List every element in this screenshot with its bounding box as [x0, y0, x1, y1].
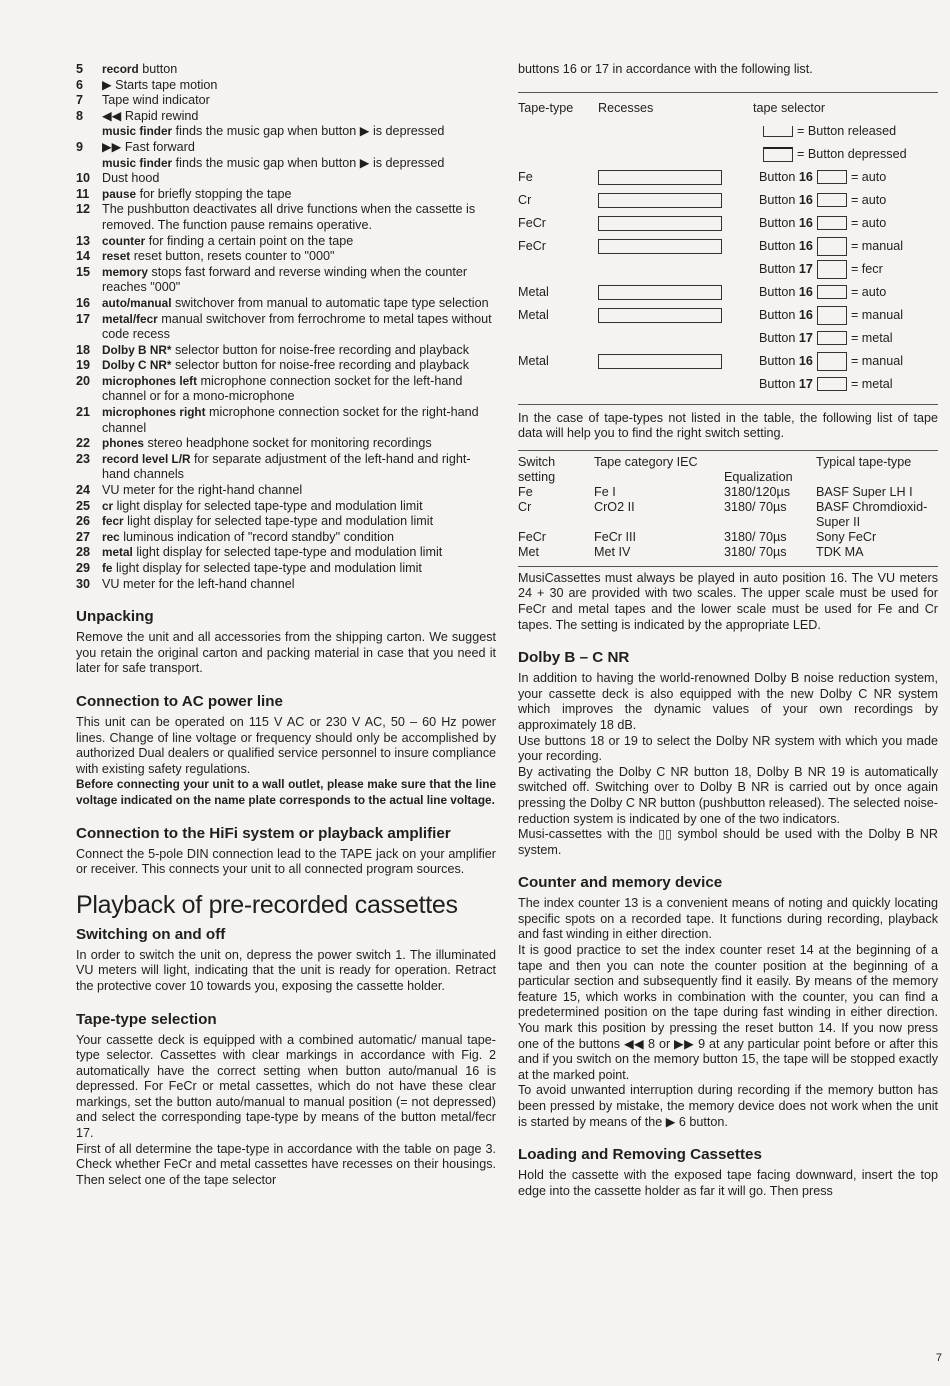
table-row: [518, 258, 938, 281]
item-text: [102, 530, 496, 546]
button-released-icon: [763, 126, 793, 137]
table-row: [518, 545, 938, 560]
item-text: [102, 202, 496, 233]
list-item: [76, 577, 496, 593]
item-description: button: [138, 62, 178, 76]
cassette-recess-icon: [598, 354, 722, 369]
item-text: [102, 109, 496, 125]
item-keyword: pause: [102, 186, 137, 201]
button-number: 16: [798, 238, 813, 253]
divider: [518, 450, 938, 451]
cassette-recess-icon: [598, 170, 722, 185]
button-number: 16: [798, 169, 813, 184]
item-keyword: record: [102, 62, 139, 76]
item-number: 25: [76, 498, 91, 513]
table-cell: 3180/ 70µs: [724, 499, 787, 514]
item-description: stops fast forward and reverse winding when the counter reaches "000": [102, 264, 468, 295]
item-number: 6: [76, 77, 84, 92]
button-number: 16: [798, 192, 813, 207]
dolby-p3: By activating the Dolby C NR button 18, Dolby B NR 19 is automatically switched off. Switching over to Dolby B NR is carried out by once again pressing the Dolby C NR button (pushbutton released). The selected noise-reduction system is indicated by one of the two indicators.: [518, 764, 938, 826]
selector-value: = auto: [850, 192, 887, 207]
table-row: [518, 500, 938, 530]
item-keyword: Dolby C NR*: [102, 358, 172, 373]
th-recesses: Recesses: [598, 101, 654, 116]
item-number: 11: [76, 186, 90, 201]
item-text: [102, 140, 496, 156]
tapetype-text-2: First of all determine the tape-type in accordance with the table on page 3. Check whether FeCr and metal cassettes have recesses on their housings. Then select one of the tape selector: [76, 1141, 496, 1187]
item-text: [102, 405, 496, 436]
button-number: 17: [798, 261, 813, 276]
button-number: 16: [798, 215, 813, 230]
tape-type-cell: Metal: [518, 354, 549, 369]
item-description: VU meter for the left-hand channel: [102, 576, 295, 591]
button-number: 16: [798, 284, 813, 299]
unpacking-text: Remove the unit and all accessories from the shipping carton. We suggest you retain the original carton and packing material in case that you need it later for safe transport.: [76, 630, 496, 676]
page-number: 7: [935, 1352, 942, 1364]
dolby-p1: In addition to having the world-renowned Dolby B noise reduction system, your cassette deck is also equipped with the new Dolby C NR system which improves the dynamic values of your own recordings by approximately 18 dB.: [518, 671, 938, 732]
item-number: [76, 156, 102, 172]
table-row: [518, 485, 938, 500]
item-text: [102, 499, 496, 515]
table-cell: 3180/ 70µs: [724, 529, 787, 544]
item-text: [102, 343, 496, 359]
th-tape-cat: Tape category IEC: [594, 454, 698, 469]
item-keyword: fecr: [102, 514, 124, 529]
item-description: reset button, resets counter to "000": [130, 249, 335, 264]
table-cell: CrO2 II: [594, 499, 635, 514]
table-cell: Sony FeCr: [816, 529, 877, 544]
item-number: 18: [76, 342, 91, 357]
item-keyword: metal/fecr: [102, 311, 158, 326]
list-item: [76, 265, 496, 296]
item-description: ◀◀ Rapid rewind: [102, 108, 199, 123]
list-item: [76, 343, 496, 359]
item-description: light display for selected tape-type and modulation limit: [113, 498, 423, 513]
cassette-recess-icon: [598, 308, 722, 323]
loading-heading: Loading and Removing Cassettes: [518, 1146, 762, 1164]
dolby-p2: Use buttons 18 or 19 to select the Dolby NR system with which you made your recording.: [518, 733, 938, 764]
item-keyword: fe: [102, 561, 113, 575]
table-cell: BASF Super LH I: [816, 484, 913, 499]
list-item: [76, 436, 496, 452]
item-keyword: auto/manual: [102, 295, 172, 310]
item-text: [102, 483, 496, 499]
item-keyword: memory: [102, 264, 148, 279]
selector-value: = fecr: [850, 261, 883, 276]
item-number: 14: [76, 249, 91, 264]
item-keyword: record level L/R: [102, 451, 191, 466]
selector-icon: [817, 260, 847, 279]
button-label: Button: [759, 192, 796, 207]
tape-type-table: [518, 97, 938, 396]
item-description: switchover from manual to automatic tape type selection: [171, 295, 489, 310]
tape-type-cell: Metal: [518, 308, 549, 323]
button-number: 16: [798, 307, 813, 322]
table-cell: 3180/ 70µs: [724, 544, 787, 559]
item-text: [102, 436, 496, 452]
cassette-recess-icon: [598, 193, 722, 208]
item-text: [102, 124, 496, 140]
th-switch: Switch setting: [518, 454, 556, 484]
legend-depressed: = Button depressed: [797, 146, 907, 161]
item-text: [102, 156, 496, 172]
selector-icon: [817, 170, 847, 184]
selector-icon: [817, 193, 847, 207]
button-label: Button: [759, 215, 796, 230]
section-title: Playback of pre-recorded cassettes: [76, 890, 458, 919]
item-number: 9: [76, 139, 84, 154]
list-item: [76, 514, 496, 530]
item-number: 8: [76, 108, 84, 123]
selector-value: = auto: [850, 215, 887, 230]
legend-released: = Button released: [797, 124, 897, 139]
counter-p3: To avoid unwanted interruption during recording if the memory button has been pressed by mistake, the memory device does not work when the unit is started by means of the ▶ 6 button.: [518, 1083, 938, 1129]
button-label: Button: [759, 376, 796, 391]
item-description: for finding a certain point on the tape: [145, 233, 354, 248]
item-number: 30: [76, 576, 91, 591]
item-keyword: cr: [102, 498, 114, 513]
divider: [518, 566, 938, 567]
list-item: [76, 358, 496, 374]
table-row: [518, 350, 938, 373]
item-text: [102, 93, 496, 109]
table-note: In the case of tape-types not listed in the table, the following list of tape data will help you to find the right switch setting.: [518, 410, 938, 441]
selector-icon: [817, 331, 847, 345]
item-description: manual switchover from ferrochrome to metal tapes without code recess: [102, 311, 492, 342]
loading-text: Hold the cassette with the exposed tape facing downward, insert the top edge into the cassette holder as far it will go. Then press: [518, 1168, 938, 1198]
item-number: 19: [76, 358, 91, 373]
item-text: [102, 358, 496, 374]
item-number: 22: [76, 436, 91, 451]
item-text: [102, 577, 496, 593]
table-cell: BASF Chromdioxid-Super II: [816, 499, 928, 529]
switching-text: In order to switch the unit on, depress the power switch 1. The illuminated VU meters will light, indicating that the unit is ready for operation. Retract the protective cover 10 towards you, exposing the cassette holder.: [76, 947, 496, 993]
th-tape-selector: tape selector: [753, 101, 826, 116]
button-number: 16: [798, 353, 813, 368]
list-item: [76, 62, 496, 78]
item-description: light display for selected tape-type and modulation limit: [132, 545, 443, 560]
list-item: [76, 187, 496, 203]
item-description: finds the music gap when button ▶ is depressed: [172, 155, 445, 170]
item-description: ▶▶ Fast forward: [102, 139, 195, 154]
musi-text: MusiCassettes must always be played in auto position 16. The VU meters 24 + 30 are provided with two scales. The upper scale must be used for FeCr and metal tapes and the lower scale must be used for Fe and Cr tapes. The setting is indicated by the appropriate LED.: [518, 570, 938, 632]
button-label: Button: [759, 238, 796, 253]
item-text: [102, 545, 496, 561]
divider: [518, 92, 938, 93]
selector-value: = manual: [850, 353, 904, 368]
item-number: 5: [76, 62, 84, 76]
item-number: 28: [76, 545, 91, 560]
item-description: ▶ Starts tape motion: [102, 77, 218, 92]
item-description: Tape wind indicator: [102, 93, 210, 108]
cassette-recess-icon: [598, 285, 722, 300]
tape-type-cell: FeCr: [518, 239, 546, 254]
item-keyword: microphones right: [102, 405, 206, 420]
item-description: for separate adjustment of the left-hand and right-hand channels: [102, 451, 471, 482]
item-number: 23: [76, 451, 91, 466]
tape-data-table: [518, 455, 938, 560]
item-description: microphone connection socket for the left-hand channel or for a mono-microphone: [102, 373, 463, 404]
item-number: [76, 124, 102, 140]
list-item: [76, 124, 496, 140]
button-number: 17: [798, 376, 813, 391]
item-keyword: music finder: [102, 124, 173, 139]
button-label: Button: [759, 284, 796, 299]
item-keyword: reset: [102, 249, 131, 264]
hifi-text: Connect the 5-pole DIN connection lead to the TAPE jack on your amplifier or receiver. This connects your unit to all connected program sources.: [76, 846, 496, 877]
item-number: 29: [76, 561, 91, 575]
tape-type-cell: FeCr: [518, 216, 546, 231]
item-description: finds the music gap when button ▶ is depressed: [172, 124, 445, 139]
table-row: [518, 166, 938, 189]
dolby-p4: Musi-cassettes with the ▯▯ symbol should be used with the Dolby B NR system.: [518, 827, 938, 857]
table-row: [518, 304, 938, 327]
table-cell: TDK MA: [816, 544, 864, 559]
list-item: [76, 140, 496, 156]
table-row: [518, 189, 938, 212]
table-row: [518, 530, 938, 545]
right-intro: buttons 16 or 17 in accordance with the following list.: [518, 62, 813, 76]
th-tape-type: Tape-type: [518, 101, 574, 116]
table-row: [518, 235, 938, 258]
button-label: Button: [759, 307, 796, 322]
item-text: [102, 312, 496, 343]
counter-p2: It is good practice to set the index counter reset 14 at the beginning of a tape and then you can note the counter position at the beginning of a particular section and subsequently find it easily. By means of the memory feature 15, which works in combination with the counter, you can find a predetermined position on the tape during fast winding in either direction. You mark this position by pressing the reset button 14. If you now press one of the buttons ◀◀ 8 or ▶▶ 9 at any particular point before or after this and if you switch on the memory button 15, the tape will be stopped exactly at the marked point.: [518, 943, 938, 1082]
th-eq: Equalization: [724, 469, 793, 484]
item-text: [102, 296, 496, 312]
selector-value: = auto: [850, 284, 887, 299]
item-keyword: microphones left: [102, 373, 198, 388]
selector-value: = auto: [850, 169, 887, 184]
item-number: 17: [76, 311, 91, 326]
tape-type-cell: Metal: [518, 285, 549, 300]
item-description: Dust hood: [102, 171, 160, 186]
table-row: [518, 373, 938, 396]
item-description: selector button for noise-free recording and playback: [171, 342, 470, 357]
tape-type-cell: Fe: [518, 170, 533, 185]
cassette-recess-icon: [598, 239, 722, 254]
ac-heading: Connection to AC power line: [76, 692, 283, 710]
item-text: [102, 374, 496, 405]
dolby-heading: Dolby B – C NR: [518, 649, 630, 667]
list-item: [76, 202, 496, 233]
item-description: VU meter for the right-hand channel: [102, 483, 303, 498]
item-keyword: metal: [102, 545, 133, 560]
table-cell: Met: [518, 544, 539, 559]
item-number: 13: [76, 233, 91, 248]
list-item: [76, 93, 496, 109]
divider: [518, 404, 938, 405]
table-cell: FeCr III: [594, 529, 636, 544]
list-item: [76, 405, 496, 436]
list-item: [76, 452, 496, 483]
th-typical: Typical tape-type: [816, 454, 912, 469]
item-number: 24: [76, 483, 91, 498]
button-number: 17: [798, 330, 813, 345]
tapetype-heading: Tape-type selection: [76, 1010, 217, 1028]
item-text: [102, 171, 496, 187]
button-label: Button: [759, 353, 796, 368]
item-description: stereo headphone socket for monitoring recordings: [143, 436, 432, 451]
tape-type-cell: Cr: [518, 193, 532, 208]
tapetype-text: Your cassette deck is equipped with a combined automatic/ manual tape-type selector. Cassettes with clear markings in accordance with Fig. 2 automatically have the correct setting when button auto/manual 16 is depressed. For FeCr or metal cassettes, which do not have these clear markings, set the button auto/manual to manual position (= not depressed) and select the corresponding tape-type by means of the button metal/fecr 17.: [76, 1032, 496, 1141]
list-item: [76, 109, 496, 125]
switching-heading: Switching on and off: [76, 925, 226, 943]
list-item: [76, 249, 496, 265]
item-number: 12: [76, 202, 91, 217]
item-text: [102, 234, 496, 250]
table-cell: FeCr: [518, 529, 546, 544]
left-column: [76, 62, 496, 1188]
list-item: [76, 545, 496, 561]
ac-warning: Before connecting your unit to a wall outlet, please make sure that the line voltage indicated on the name plate corresponds to the actual line voltage.: [76, 777, 496, 807]
selector-icon: [817, 377, 847, 391]
table-cell: Fe I: [594, 484, 616, 499]
right-column: [518, 62, 938, 1199]
item-number: 27: [76, 529, 91, 544]
list-item: [76, 483, 496, 499]
list-item: [76, 561, 496, 577]
item-keyword: phones: [102, 436, 144, 451]
control-list: [76, 62, 496, 592]
item-description: microphone connection socket for the right-hand channel: [102, 405, 479, 435]
item-description: light display for selected tape-type and modulation limit: [112, 561, 422, 575]
ac-text: This unit can be operated on 115 V AC or 230 V AC, 50 – 60 Hz power lines. Change of line voltage or frequency should only be accomplished by authorized Dual dealers or qualified service personnel to insure compliance with existing safety regulations.: [76, 714, 496, 776]
item-keyword: Dolby B NR*: [102, 342, 172, 357]
selector-icon: [817, 237, 847, 256]
counter-p1: The index counter 13 is a convenient means of noting and quickly locating specific spots on a recorded tape. It functions during recording, playback and fast winding in either direction.: [518, 896, 938, 942]
item-number: 15: [76, 264, 91, 279]
item-text: [102, 265, 496, 296]
selector-value: = manual: [850, 238, 904, 253]
item-text: [102, 452, 496, 483]
button-label: Button: [759, 169, 796, 184]
item-number: 26: [76, 514, 91, 529]
item-text: [102, 187, 496, 203]
item-number: 7: [76, 93, 84, 108]
item-description: for briefly stopping the tape: [136, 186, 292, 201]
table-row: [518, 281, 938, 304]
selector-value: = metal: [850, 330, 893, 345]
table-row: [518, 327, 938, 350]
item-text: [102, 62, 496, 78]
button-label: Button: [759, 261, 796, 276]
item-number: 16: [76, 295, 91, 310]
item-text: [102, 514, 496, 530]
table-cell: Cr: [518, 499, 532, 514]
counter-heading: Counter and memory device: [518, 874, 723, 892]
item-keyword: rec: [102, 529, 120, 544]
item-number: 20: [76, 373, 91, 388]
tape-type-cell: [518, 373, 598, 396]
item-number: 21: [76, 405, 91, 420]
table-row: [518, 212, 938, 235]
tape-type-cell: [518, 327, 598, 350]
tape-type-cell: [518, 258, 598, 281]
selector-icon: [817, 216, 847, 230]
list-item: [76, 530, 496, 546]
item-text: [102, 249, 496, 265]
cassette-recess-icon: [598, 216, 722, 231]
button-depressed-icon: [763, 147, 793, 162]
item-keyword: counter: [102, 233, 146, 248]
table-cell: 3180/120µs: [724, 484, 791, 499]
item-text: [102, 78, 496, 94]
selector-icon: [817, 306, 847, 325]
selector-value: = metal: [850, 376, 893, 391]
item-number: 10: [76, 171, 91, 186]
selector-value: = manual: [850, 307, 904, 322]
unpacking-heading: Unpacking: [76, 608, 154, 626]
list-item: [76, 171, 496, 187]
table-cell: Met IV: [594, 544, 631, 559]
list-item: [76, 499, 496, 515]
selector-icon: [817, 352, 847, 371]
button-label: Button: [759, 330, 796, 345]
table-cell: Fe: [518, 484, 533, 499]
list-item: [76, 156, 496, 172]
selector-icon: [817, 285, 847, 299]
item-description: selector button for noise-free recording and playback: [171, 358, 470, 373]
list-item: [76, 296, 496, 312]
list-item: [76, 78, 496, 94]
item-description: luminous indication of "record standby" condition: [119, 529, 394, 544]
list-item: [76, 374, 496, 405]
item-keyword: music finder: [102, 155, 173, 170]
list-item: [76, 312, 496, 343]
hifi-heading: Connection to the HiFi system or playback amplifier: [76, 824, 451, 842]
item-description: The pushbutton deactivates all drive functions when the cassette is removed. The function pause remains operative.: [102, 202, 476, 232]
item-description: light display for selected tape-type and modulation limit: [123, 514, 434, 529]
item-text: [102, 561, 496, 577]
list-item: [76, 234, 496, 250]
